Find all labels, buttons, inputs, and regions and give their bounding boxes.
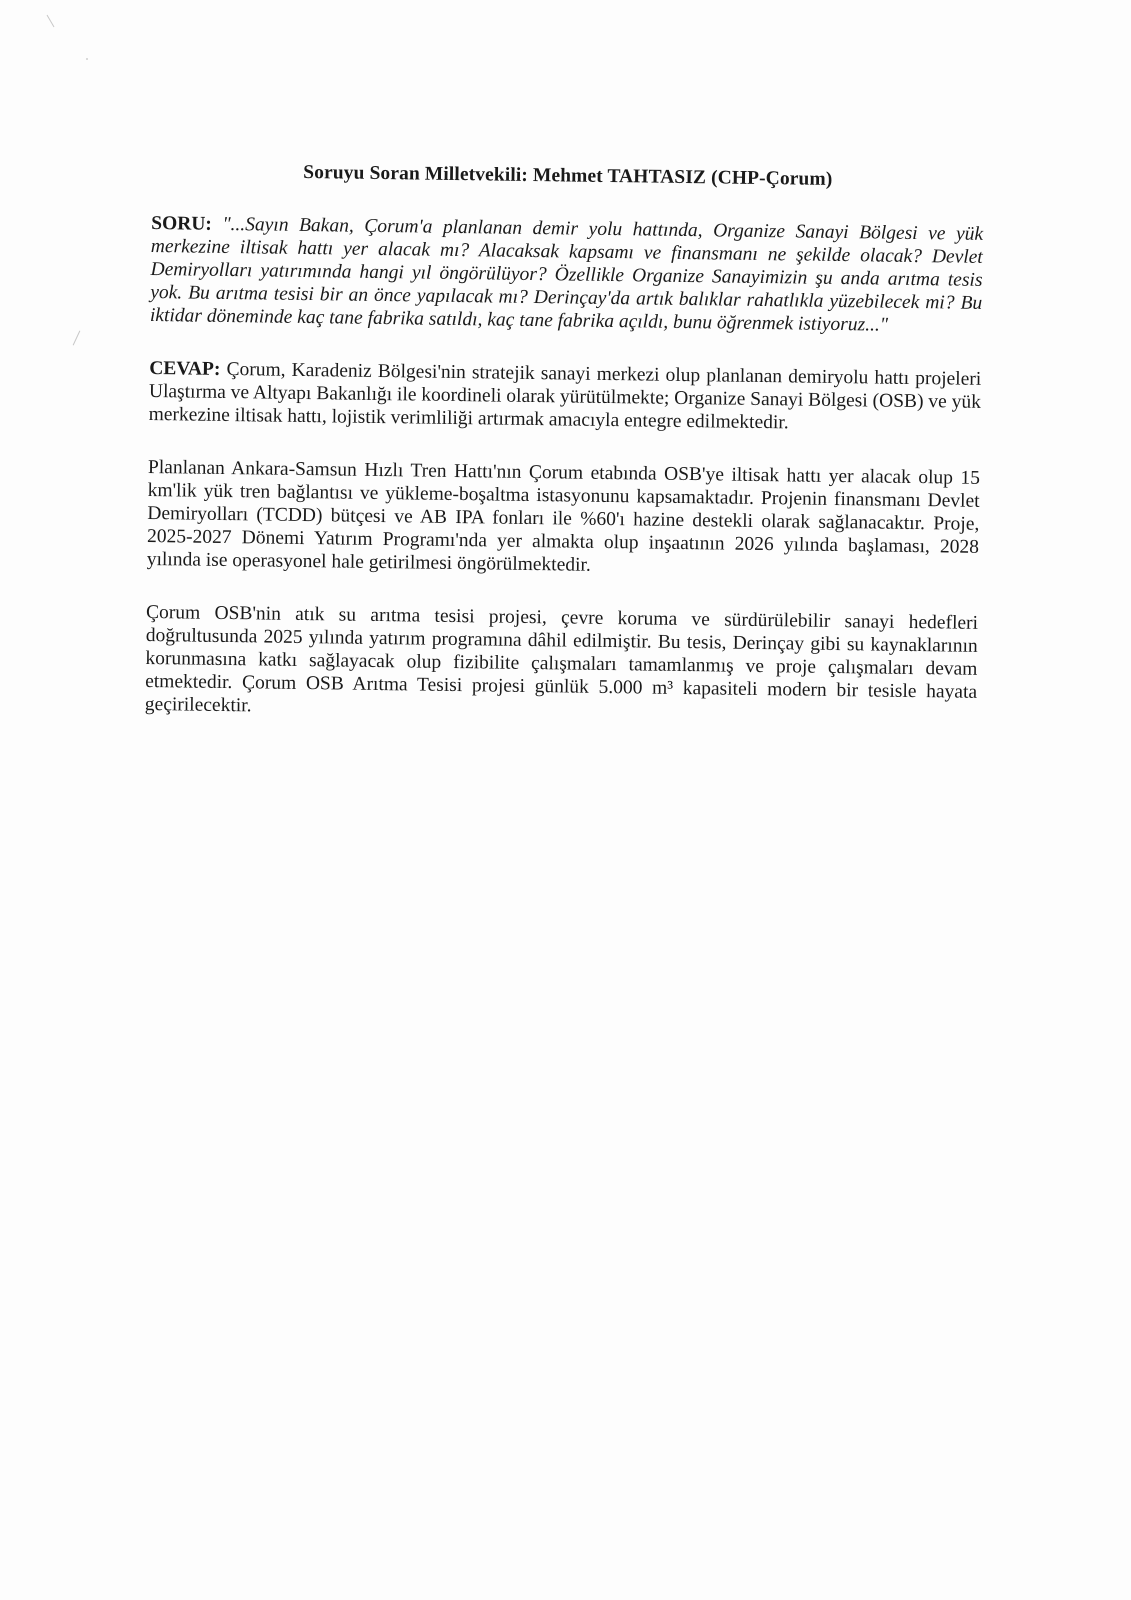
document-body bbox=[144, 160, 984, 757]
scan-dot bbox=[86, 58, 88, 60]
question-paragraph bbox=[150, 212, 983, 338]
scan-mark bbox=[47, 15, 55, 28]
answer-text: Çorum, Karadeniz Bölgesi'nin stratejik sanayi merkezi olup planlanan demiryolu hattı projeleri Ulaştırma ve Altyapı Bakanlığı ile koordineli olarak yürütülmekte; Organize Sanayi Bölgesi (OSB) ve yük merkezine iltisak hattı, lojistik verimliliği artırmak amacıyla entegre edilmektedir. bbox=[148, 358, 982, 434]
answer-label: CEVAP: bbox=[149, 357, 221, 380]
question-label: SORU: bbox=[151, 212, 212, 235]
answer-paragraph bbox=[149, 357, 982, 437]
answer-paragraph-2: Planlanan Ankara-Samsun Hızlı Tren Hattı'nın Çorum etabında OSB'ye iltisak hattı yer alacak olup 15 km'lik yük tren bağlantısı ve yükleme-boşaltma istasyonunu kapsamaktadır. Projenin finansmanı Devlet Demiryolları (TCDD) bütçesi ve AB IPA fonları ile %60'ı hazine destekli olarak sağlanacaktır. Proje, 2025-2027 Dönemi Yatırım Programı'nda yer almakta olup inşaatının 2026 yılında başlaması, 2028 yılında ise operasyonel hale getirilmesi öngörülmektedir. bbox=[146, 456, 981, 576]
question-text: "...Sayın Bakan, Çorum'a planlanan demir yolu hattında, Organize Sanayi Bölgesi ve yük merkezine iltisak hattı yer alacak mı? Alacaksak kapsamı ve finansmanı ne şekilde olacak? Devlet Demiryolları yatırımında hangi yıl öngörülüyor? Özellikle Organize Sanayimizin şu anda arıtma tesis yok. Bu arıtma tesisi bir an önce yapılacak mı? Derinçay'da artık balıklar rahatlıkla yüzebilecek mi? Bu iktidar döneminde kaç tane fabrika satıldı, kaç tane fabrika açıldı, bunu öğrenmek istiyoruz..." bbox=[149, 213, 984, 336]
document-title: Soruyu Soran Milletvekili: Mehmet TAHTASIZ (CHP-Çorum) bbox=[303, 161, 833, 190]
answer-paragraph-3: Çorum OSB'nin atık su arıtma tesisi projesi, çevre koruma ve sürdürülebilir sanayi hedefleri doğrultusunda 2025 yılında yatırım programına dâhil edilmiştir. Bu tesis, Derinçay gibi su kaynaklarının korunmasına katkı sağlayacak olup fizibilite çalışmaları tamamlanmış ve proje çalışmaları devam etmektedir. Çorum OSB Arıtma Tesisi projesi günlük 5.000 m³ kapasiteli modern bir tesisle hayata geçirilecektir. bbox=[144, 601, 979, 717]
scan-mark bbox=[73, 331, 81, 346]
